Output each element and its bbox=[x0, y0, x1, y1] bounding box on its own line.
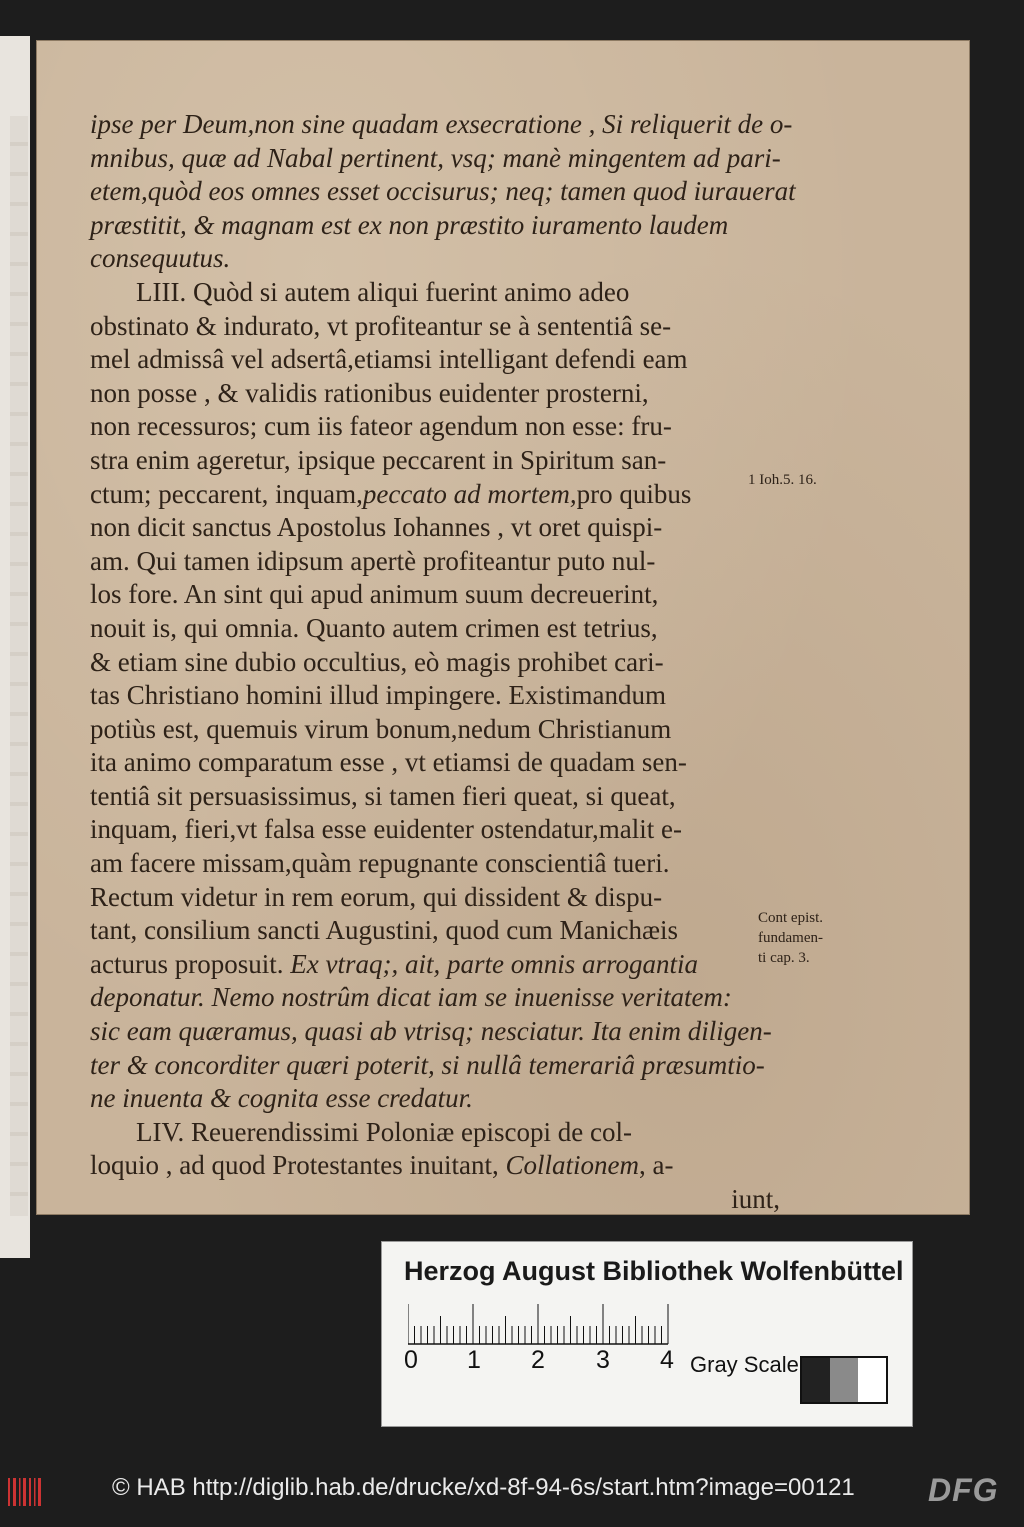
text-line-italic-tail: peccato ad mortem, bbox=[362, 478, 577, 509]
text-line-main: loquio , ad quod Protestantes inuitant, bbox=[90, 1150, 499, 1181]
text-line bbox=[90, 881, 780, 915]
text-line bbox=[90, 578, 780, 612]
text-line-main: Rectum videtur in rem eorum, qui dissident & dispu- bbox=[90, 881, 663, 912]
text-line bbox=[90, 242, 780, 276]
ruler-number-0: 0 bbox=[404, 1346, 418, 1374]
text-line-main: LIV. Reuerendissimi Poloniæ episcopi de col- bbox=[136, 1116, 632, 1147]
text-line bbox=[90, 713, 780, 747]
text-line bbox=[90, 780, 780, 814]
text-line-main: tas Christiano homini illud impingere. Existimandum bbox=[90, 680, 666, 711]
text-line bbox=[90, 612, 780, 646]
text-line-main: etem,quòd eos omnes esset occisurus; neq; tamen quod iurauerat bbox=[90, 176, 796, 207]
text-line bbox=[90, 478, 780, 512]
viewer-footer bbox=[0, 1460, 1024, 1527]
ruler-scale bbox=[408, 1304, 708, 1348]
text-line-main: mnibus, quæ ad Nabal pertinent, vsq; manè mingentem ad pari- bbox=[90, 142, 781, 173]
ruler-number-4: 4 bbox=[660, 1346, 674, 1374]
text-line-main: los fore. An sint qui apud animum suum decreuerint, bbox=[90, 579, 659, 610]
text-line-main: præstitit, & magnam est ex non præstito iuramento laudem bbox=[90, 209, 729, 240]
text-line-main: & etiam sine dubio occultius, eò magis prohibet cari- bbox=[90, 646, 664, 677]
text-line bbox=[90, 1183, 780, 1217]
text-line bbox=[90, 746, 780, 780]
text-line-main: acturus proposuit. bbox=[90, 948, 284, 979]
text-line-main: ter & concorditer quæri poterit, si nullâ temerariâ præsumtio- bbox=[90, 1049, 765, 1080]
text-line bbox=[90, 108, 793, 142]
margin-note-2-line-3: ti cap. 3. bbox=[758, 950, 810, 966]
text-line-main: non posse , & validis rationibus euidenter prosterni, bbox=[90, 377, 649, 408]
dfg-logo: DFG bbox=[928, 1472, 999, 1508]
text-line-main: ipse per Deum,non sine quadam exsecratione , Si reliquerit de o- bbox=[90, 109, 793, 139]
text-line bbox=[90, 813, 780, 847]
ruler-number-1: 1 bbox=[467, 1346, 481, 1374]
text-line-main: mel admissâ vel adsertâ,etiamsi intelligant defendi eam bbox=[90, 344, 688, 375]
text-line-main: LIII. Quòd si autem aliqui fuerint animo adeo bbox=[136, 276, 630, 307]
text-line bbox=[90, 410, 780, 444]
barcode-icon bbox=[6, 1474, 46, 1510]
text-line bbox=[90, 948, 780, 982]
book-page bbox=[36, 40, 970, 1215]
gray-scale-swatch bbox=[800, 1356, 888, 1404]
text-line-italic-tail: Collationem bbox=[498, 1150, 639, 1181]
text-line bbox=[90, 679, 780, 713]
margin-note-2 bbox=[758, 908, 823, 968]
margin-note-1-text: 1 Ioh.5. 16. bbox=[748, 472, 817, 488]
margin-note-2-line-2: fundamen- bbox=[758, 930, 823, 946]
text-line-main: tentiâ sit persuasissimus, si tamen fieri queat, si queat, bbox=[90, 780, 676, 811]
margin-note-2-line-1: Cont epist. bbox=[758, 910, 824, 926]
adjacent-page-edge bbox=[0, 36, 30, 1258]
text-line bbox=[90, 981, 780, 1015]
text-line-main: potiùs est, quemuis virum bonum,nedum Christianum bbox=[90, 713, 672, 744]
text-line-main: non recessuros; cum iis fateor agendum non esse: fru- bbox=[90, 411, 672, 442]
text-line bbox=[90, 1082, 780, 1116]
ruler-number-3: 3 bbox=[596, 1346, 610, 1374]
text-line-main: am facere missam,quàm repugnante conscientiâ tueri. bbox=[90, 848, 670, 879]
gray-swatch-mid bbox=[830, 1358, 858, 1402]
color-calibration-label bbox=[382, 1242, 912, 1426]
text-line bbox=[90, 175, 796, 209]
text-line-italic-tail: Ex vtraq;, ait, parte omnis arrogantia bbox=[283, 948, 698, 979]
adjacent-page-texture bbox=[10, 116, 28, 1216]
text-line-main: inquam, fieri,vt falsa esse euidenter ostendatur,malit e- bbox=[90, 814, 682, 845]
text-line-main: tant, consilium sancti Augustini, quod cum Manichæis bbox=[90, 915, 678, 946]
text-line-main: ita animo comparatum esse , vt etiamsi de quadam sen- bbox=[90, 747, 687, 778]
text-line bbox=[90, 310, 780, 344]
text-line bbox=[90, 1149, 780, 1183]
text-line bbox=[90, 377, 780, 411]
text-line-tail: , a- bbox=[638, 1150, 674, 1181]
gray-scale-label: Gray Scale bbox=[690, 1352, 799, 1377]
margin-note-1 bbox=[748, 470, 817, 490]
text-line bbox=[90, 1116, 780, 1150]
text-line bbox=[90, 914, 780, 948]
text-line-tail: pro quibus bbox=[576, 478, 692, 509]
text-line-main: nouit is, qui omnia. Quanto autem crimen est tetrius, bbox=[90, 612, 658, 643]
text-line bbox=[90, 545, 780, 579]
text-line bbox=[90, 847, 780, 881]
text-line-main: ctum; peccarent, inquam, bbox=[90, 478, 363, 509]
text-line-main: sic eam quæramus, quasi ab vtrisq; nesciatur. Ita enim diligen- bbox=[90, 1016, 772, 1047]
ruler-number-2: 2 bbox=[531, 1346, 545, 1374]
text-line-main: stra enim ageretur, ipsique peccarent in Spiritum san- bbox=[90, 444, 667, 475]
text-line bbox=[90, 444, 780, 478]
text-line-main: am. Qui tamen idipsum apertè profiteantur puto nul- bbox=[90, 545, 656, 576]
text-line bbox=[90, 343, 780, 377]
text-line bbox=[90, 511, 780, 545]
text-line bbox=[90, 1049, 780, 1083]
text-line-main: iunt, bbox=[731, 1184, 780, 1214]
text-line bbox=[90, 142, 780, 176]
gray-swatch-dark bbox=[802, 1358, 830, 1402]
text-line-main: non dicit sanctus Apostolus Iohannes , vt oret quispi- bbox=[90, 512, 663, 543]
ruler-numbers bbox=[404, 1346, 704, 1386]
text-line-main: deponatur. Nemo nostrûm dicat iam se inuenisse veritatem: bbox=[90, 982, 732, 1013]
library-name: Herzog August Bibliothek Wolfenbüttel bbox=[404, 1256, 904, 1286]
text-line-main: ne inuenta & cognita esse credatur. bbox=[90, 1083, 473, 1114]
text-line bbox=[90, 1015, 780, 1049]
text-line-main: obstinato & indurato, vt profiteantur se à sententiâ se- bbox=[90, 310, 672, 341]
text-line bbox=[90, 646, 780, 680]
text-line-main: consequutus. bbox=[90, 243, 231, 274]
copyright-link[interactable]: © HAB http://diglib.hab.de/drucke/xd-8f-94-6s/start.htm?image=00121 bbox=[112, 1474, 855, 1501]
text-line bbox=[90, 209, 780, 243]
text-line bbox=[90, 276, 780, 310]
gray-swatch-light bbox=[858, 1358, 886, 1402]
